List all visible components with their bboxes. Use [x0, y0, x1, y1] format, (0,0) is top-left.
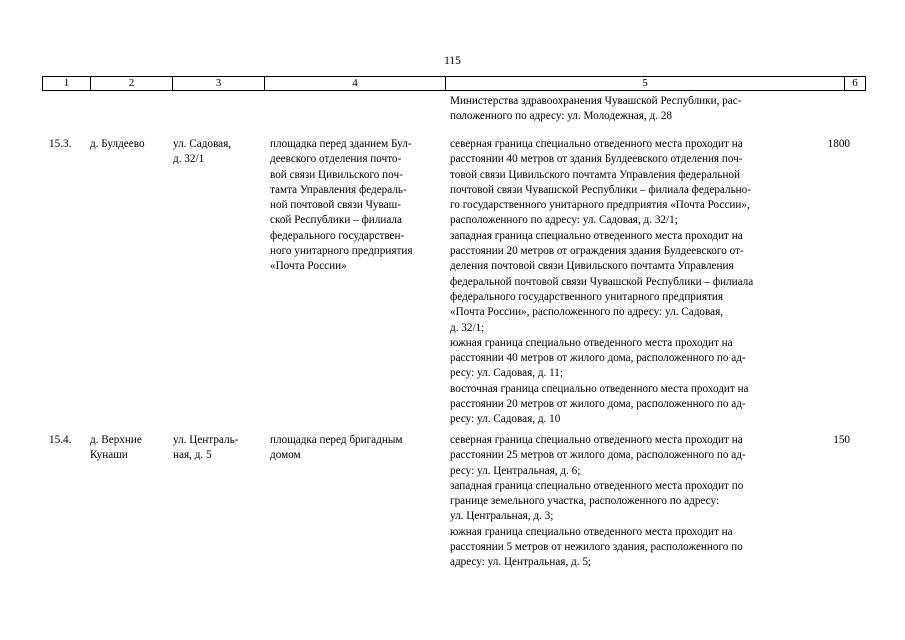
table-header [42, 76, 866, 91]
text-line: домом [270, 449, 301, 462]
text-line: ул. Садовая, [173, 138, 232, 150]
settlement: д. Булдеево [90, 138, 145, 150]
text-line: расстоянии 20 метров от жилого дома, расположенного по ад- [450, 398, 746, 411]
header-col-3: 3 [173, 77, 265, 90]
row-number: 15.4. [49, 434, 72, 446]
text-line: южная граница специально отведенного места проходит на [450, 525, 733, 538]
text-line: «Почта России», расположенного по адресу: ул. Садовая, [450, 306, 724, 319]
area-value: 150 [833, 434, 850, 446]
text-line: д. 32/1; [450, 321, 485, 334]
text-line: вой связи Цивильского поч- [270, 168, 403, 181]
text-line: границе земельного участка, расположенного по адресу: [450, 495, 720, 508]
header-col-1: 1 [43, 77, 91, 90]
text-line: расстоянии 25 метров от жилого дома, расположенного по ад- [450, 449, 746, 462]
address [173, 433, 259, 464]
text-line: ресу: ул. Садовая, д. 11; [450, 367, 564, 380]
text-line: ресу: ул. Центральная, д. 6; [450, 464, 581, 477]
text-line: положенного по адресу: ул. Молодежная, д. 28 [450, 110, 672, 123]
text-line: расстоянии 20 метров от ограждения здания Булдеевского от- [450, 245, 744, 258]
text-line: деевского отделения почто- [270, 153, 402, 166]
header-col-4: 4 [265, 77, 446, 90]
text-line: площадка перед бригадным [270, 434, 403, 446]
header-col-5: 5 [446, 77, 845, 90]
text-line: ул. Центральная, д. 3; [450, 510, 554, 523]
text-line: Кунаши [90, 449, 128, 462]
text-line: д. 32/1 [173, 153, 205, 166]
text-line: Министерства здравоохранения Чувашской Республики, рас- [450, 95, 742, 107]
place-description [270, 433, 440, 464]
text-line: западная граница специально отведенного места проходит по [450, 479, 744, 492]
text-line: ул. Централь- [173, 434, 239, 446]
text-line: расстоянии 40 метров от здания Булдеевского отделения поч- [450, 153, 743, 166]
text-line: д. Верхние [90, 434, 142, 446]
settlement [90, 433, 172, 464]
continuation-text [450, 94, 802, 125]
text-line: ской Республики – филиала [270, 214, 402, 227]
text-line: го государственного унитарного предприятия «Почта России», [450, 199, 750, 212]
text-line: расстоянии 40 метров от жилого дома, расположенного по ад- [450, 352, 746, 365]
row-number: 15.3. [49, 138, 72, 150]
boundary-description [450, 137, 802, 428]
text-line: федерального государствен- [270, 229, 405, 242]
text-line: ной почтовой связи Чуваш- [270, 199, 401, 212]
text-line: северная граница специально отведенного места проходит на [450, 434, 743, 446]
text-line: восточная граница специально отведенного места проходит на [450, 382, 749, 395]
text-line: адресу: ул. Центральная, д. 5; [450, 556, 592, 569]
page-number: 115 [444, 55, 461, 67]
text-line: почтовой связи Чувашской Республики – филиала федерально- [450, 183, 751, 196]
text-line: площадка перед зданием Бул- [270, 138, 412, 150]
header-col-6: 6 [852, 77, 858, 89]
text-line: расположенного по адресу: ул. Садовая, д. 32/1; [450, 214, 678, 227]
text-line: расстоянии 5 метров от нежилого здания, расположенного по [450, 541, 743, 554]
text-line: товой связи Цивильского почтамта Управления федеральной [450, 168, 741, 181]
text-line: южная граница специально отведенного места проходит на [450, 336, 733, 349]
header-col-2: 2 [91, 77, 173, 90]
text-line: ресу: ул. Садовая, д. 10 [450, 413, 561, 426]
text-line: ная, д. 5 [173, 449, 212, 462]
place-description [270, 137, 440, 275]
text-line: ного унитарного предприятия [270, 245, 413, 258]
text-line: «Почта России» [270, 260, 347, 273]
text-line: федеральной почтовой связи Чувашской Республики – филиала [450, 275, 754, 288]
text-line: западная граница специально отведенного места проходит на [450, 229, 743, 242]
text-line: северная граница специально отведенного места проходит на [450, 138, 743, 150]
text-line: федерального государственного унитарного предприятия [450, 290, 724, 303]
address [173, 137, 259, 168]
boundary-description [450, 433, 802, 571]
area-value: 1800 [827, 138, 850, 150]
text-line: тамта Управления федераль- [270, 183, 407, 196]
text-line: деления почтовой связи Цивильского почтамта Управления [450, 260, 734, 273]
